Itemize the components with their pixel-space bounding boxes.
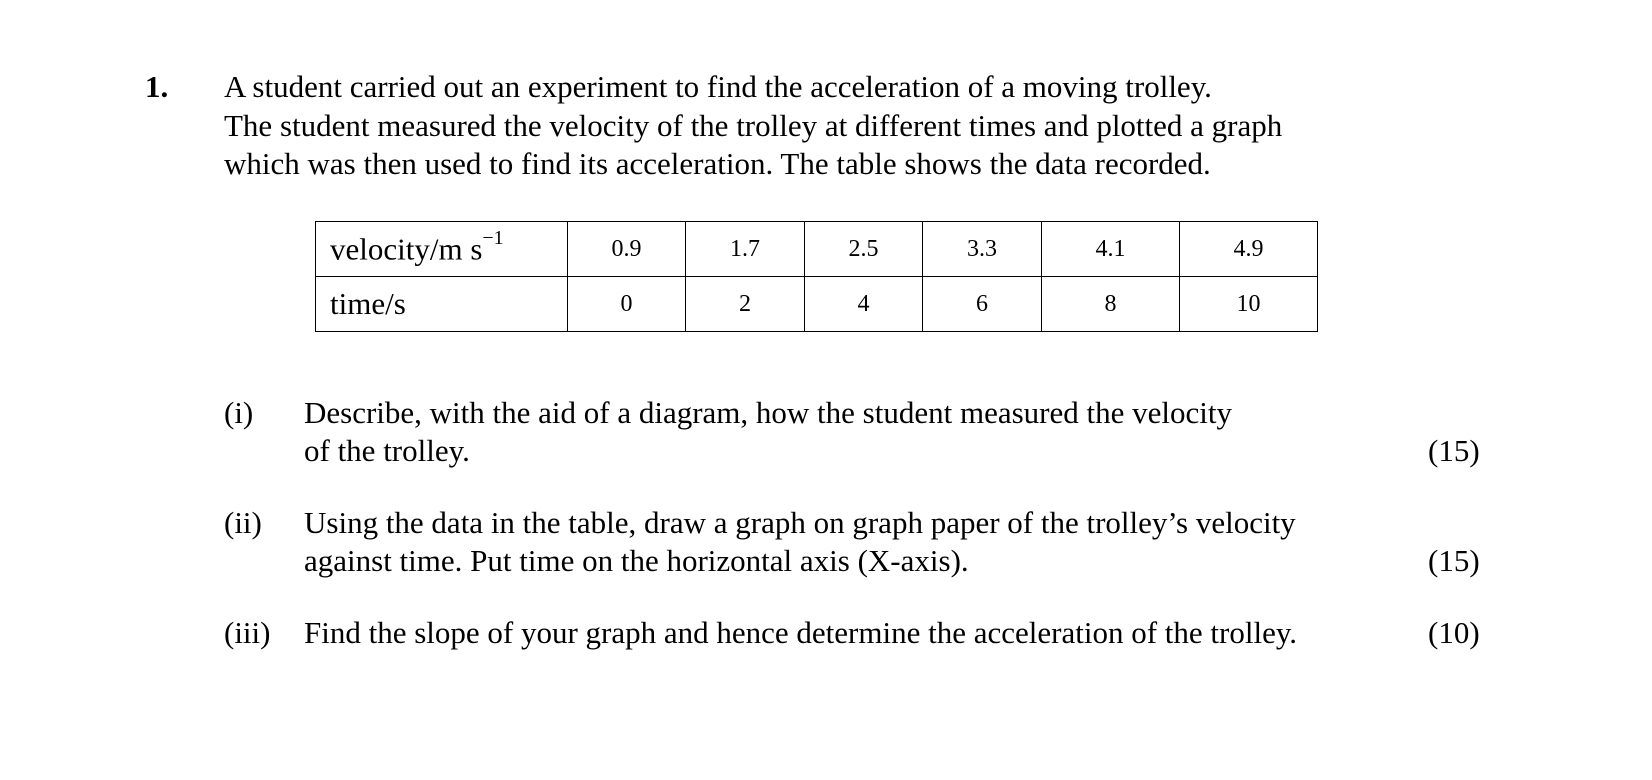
intro-line-1: A student carried out an experiment to find the acceleration of a moving trolley.: [224, 69, 1212, 104]
table-row-time: [316, 277, 1318, 332]
velocity-cell: 2.5: [805, 222, 923, 277]
part-i-marks: (15): [1428, 433, 1480, 468]
question-number: 1.: [145, 69, 169, 104]
data-table: [315, 221, 1318, 332]
time-cell: 0: [568, 277, 686, 332]
velocity-unit-exponent: −1: [482, 226, 504, 249]
part-iii-marks: (10): [1428, 615, 1480, 650]
part-text: [304, 614, 1297, 652]
part-line: Find the slope of your graph and hence determine the acceleration of the trolley.: [304, 615, 1298, 650]
velocity-header: [316, 222, 568, 277]
velocity-cell: 0.9: [568, 222, 686, 277]
table-row-velocity: [316, 222, 1318, 277]
intro-line-3: which was then used to find its acceleration. The table shows the data recorded.: [224, 146, 1211, 181]
time-cell: 8: [1042, 277, 1180, 332]
time-cell: 6: [923, 277, 1042, 332]
intro-line-2: The student measured the velocity of the trolley at different times and plotted a graph: [224, 107, 1283, 143]
velocity-cell: 3.3: [923, 222, 1042, 277]
part-line: Using the data in the table, draw a graph on graph paper of the trolley’s velocity: [304, 505, 1296, 540]
time-header: time/s: [316, 277, 568, 332]
part-text: [304, 504, 1296, 580]
velocity-cell: 4.1: [1042, 222, 1180, 277]
part-label: (i): [224, 395, 254, 430]
part-ii-marks: (15): [1428, 543, 1480, 578]
part-line: Describe, with the aid of a diagram, how the student measured the velocity: [304, 395, 1232, 430]
part-line: of the trolley.: [304, 433, 470, 468]
question-intro: [224, 68, 1282, 184]
part-line: against time. Put time on the horizontal axis (X-axis).: [304, 543, 969, 578]
velocity-cell: 4.9: [1180, 222, 1318, 277]
part-text: [304, 394, 1232, 470]
velocity-cell: 1.7: [686, 222, 805, 277]
part-label: (ii): [224, 505, 262, 540]
time-cell: 10: [1180, 277, 1318, 332]
part-label: (iii): [224, 615, 271, 650]
time-cell: 4: [805, 277, 923, 332]
velocity-label: velocity/m s: [330, 231, 483, 267]
time-cell: 2: [686, 277, 805, 332]
